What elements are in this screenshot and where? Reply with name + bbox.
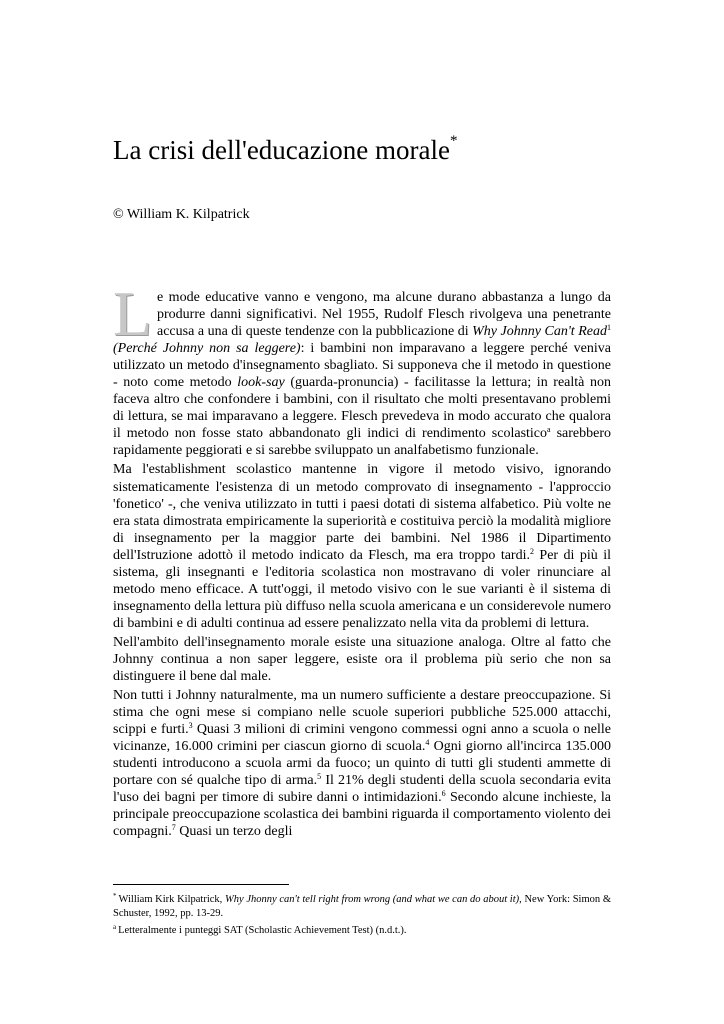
footnote-star-mark: *: [113, 892, 117, 900]
article-body: [113, 278, 612, 843]
footnote-star: [113, 893, 611, 920]
method-name: look-say: [237, 375, 285, 391]
paragraph-2: [113, 461, 611, 631]
footnotes: [113, 893, 611, 942]
paragraph-4-text-c: Ogni giorno all'incirca 135.000 studenti introducono a scuola armi da fuoco; un quinto di tutti gli studenti ammette di portare con sé qualche tipo di arma.: [113, 739, 611, 789]
paragraph-3: Nell'ambito dell'insegnamento morale esiste una situazione analoga. Oltre al fatto che Johnny continua a non saper leggere, esiste ora il problema più serio che non sa distinguere il bene dal male.: [113, 634, 611, 685]
footnote-ref-7: 7: [171, 823, 176, 833]
paragraph-1-text-c: (guarda-pronuncia) - facilitasse la lettura; in realtà non faceva altro che confondere i bambini, con il risultato che molti presentavano problemi di lettura, se mai imparavano a leggere. Flesch prevedeva in modo accurato che qualora il metodo non fosse stato abbandonato gli indici di rendimento scolastico: [113, 375, 611, 442]
page-title: [113, 125, 457, 170]
paragraph-2-text-b: Per di più il sistema, gli insegnanti e l'editoria scolastica non mostravano di voler rinunciare al metodo meno efficace. A tutt'oggi, il metodo visivo con le sue varianti è il sistema di insegnamento della lettura più diffuso nella scuola americana e un considerevole numero di bambini e di adulti continua ad essere penalizzato nella vita da problemi di lettura.: [113, 547, 611, 631]
title-text: La crisi dell'educazione morale: [113, 135, 450, 165]
drop-cap: L: [113, 278, 153, 349]
paragraph-1-text-a: e mode educative vanno e vengono, ma alcune durano abbastanza a lungo da produrre danni significativi. Nel 1955, Rudolf Flesch rivolgeva una penetrante accusa a una di queste tendenze con la pubblicazione di: [157, 290, 611, 340]
book-title-italian: (Perché Johnny non sa leggere): [113, 341, 301, 357]
footnote-ref-3: 3: [188, 721, 193, 731]
paragraph-1: [113, 278, 611, 459]
footnote-a-text: Letteralmente i punteggi SAT (Scholastic Achievement Test) (n.d.t.).: [118, 925, 407, 937]
paragraph-4-text-f: Quasi un terzo degli: [175, 824, 293, 840]
author-line: © William K. Kilpatrick: [113, 207, 250, 222]
paragraph-4-text-b: Quasi 3 milioni di crimini vengono commessi ogni anno a scuola o nelle vicinanze, 16.000 crimini per ciascun giorno di scuola.: [113, 722, 611, 755]
footnote-star-text-b: , New York: Simon & Schuster, 1992, pp. 13-29.: [113, 894, 611, 919]
footnote-ref-a: a: [547, 425, 551, 435]
footnote-star-text-a: William Kirk Kilpatrick,: [118, 894, 225, 905]
paragraph-1-text-d: sarebbero rapidamente peggiorati e si sarebbe sviluppato un analfabetismo funzionale.: [113, 426, 611, 459]
footnote-ref-2: 2: [529, 546, 534, 556]
paragraph-4-text-e: Secondo alcune inchieste, la principale preoccupazione scolastica dei bambini riguarda il comportamento violento dei compagni.: [113, 790, 612, 840]
footnote-ref-1: 1: [607, 323, 611, 333]
footnote-a: [113, 924, 611, 938]
paragraph-4-text-a: Non tutti i Johnny naturalmente, ma un numero sufficiente a destare preoccupazione. Si stima che ogni mese si compiano nelle scuole superiori pubbliche 525.000 attacchi, scippi e furti.: [113, 688, 611, 738]
footnote-ref-5: 5: [317, 772, 322, 782]
footnote-a-mark: a: [113, 923, 117, 932]
book-title-english: Why Johnny Can't Read: [472, 324, 607, 340]
footnote-separator: [113, 884, 289, 885]
paragraph-4: [113, 687, 611, 840]
footnote-ref-6: 6: [441, 789, 446, 799]
title-footnote-mark: *: [449, 133, 458, 149]
footnote-star-book-title: Why Jhonny can't tell right from wrong (and what we can do about it): [224, 894, 520, 905]
paragraph-1-text-b: : i bambini non imparavano a leggere perché veniva utilizzato un metodo d'insegnamento sbagliato. Si supponeva che il metodo in questione - noto come metodo: [113, 341, 611, 391]
footnote-ref-4: 4: [425, 738, 430, 748]
paragraph-2-text-a: Ma l'establishment scolastico mantenne in vigore il metodo visivo, ignorando sistematicamente l'esistenza di un metodo comprovato di insegnamento - l'approccio 'fonetico' -, che veniva utilizzato in tutti i paesi dotati di sistema alfabetico. Più volte ne era stata dimostrata empiricamente la superiorità e costituiva perciò la modalità migliore di insegnamento per la maggior parte dei bambini. Nel 1986 il Dipartimento dell'Istruzione adottò il metodo indicato da Flesch, ma era troppo tardi.: [113, 462, 611, 563]
paragraph-4-text-d: Il 21% degli studenti della scuola secondaria evita l'uso dei bagni per timore di subire danni o intimidazioni.: [113, 773, 611, 806]
